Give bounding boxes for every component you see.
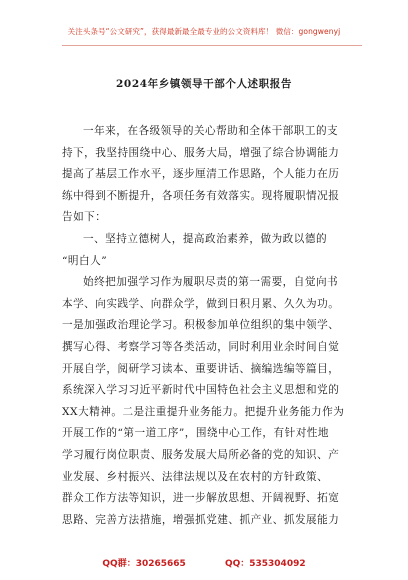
body-line: 本学、向实践学、向群众学，做到日积月累、久久为功。	[62, 297, 340, 310]
body-line: 一、坚持立德树人，提高政治素养，做为政以德的	[83, 232, 328, 245]
body-line: 思路、完善方法措施，增强抓党建、抓产业、抓发展能力	[62, 513, 340, 526]
body-line: 业发展、乡村振兴、法律法规以及在农村的方针政策、	[62, 470, 329, 483]
footer-qq: QQ：535304092	[224, 559, 306, 569]
document-body	[62, 121, 352, 531]
body-line: 开展工作的“第一道工序”，围绕中心工作，有针对性地	[62, 427, 329, 440]
body-line: 始终把加强学习作为履职尽责的第一需要，自觉向书	[83, 276, 339, 289]
body-line: 学习履行岗位职责、服务发展大局所必备的党的知识、产	[62, 448, 340, 461]
body-line: 群众工作方法等知识，进一步解放思想、开阔视野、拓宽	[62, 492, 340, 505]
header-banner	[0, 0, 408, 46]
footer-qq-group: QQ群：30265665	[102, 559, 186, 569]
body-line: 提高了基层工作水平，逐步厘清工作思路，个人能力在历	[62, 168, 340, 181]
body-line: 系统深入学习习近平新时代中国特色社会主义思想和党的	[62, 384, 340, 397]
body-line: “明白人”	[62, 254, 108, 267]
footer	[0, 556, 408, 569]
body-line: 练中得到不断提升，各项任务有效落实。现将履职情况报	[62, 189, 340, 202]
document-title: 2024年乡镇领导干部个人述职报告	[116, 78, 292, 90]
header-notice: 关注头条号“公文研究”，获得最新最全最专业的公文资料库！ 微信：gongwenyj	[67, 27, 341, 36]
body-line: 开展自学，阅研学习读本、重要讲话、摘编选编等篇目，	[62, 362, 340, 375]
body-line: 一是加强政治理论学习。积极参加单位组织的集中领学、	[62, 319, 340, 332]
body-line: XX大精神。二是注重提升业务能力。把提升业务能力作为	[62, 405, 345, 418]
body-line: 告如下：	[62, 211, 107, 224]
body-line: 一年来，在各级领导的关心帮助和全体干部职工的支	[83, 125, 339, 137]
body-line: 撰写心得、考察学习等各类活动，同时利用业余时间自觉	[62, 340, 340, 353]
body-line: 持下，我坚持围绕中心、服务大局，增强了综合协调能力	[62, 146, 340, 159]
header-divider	[62, 45, 362, 46]
